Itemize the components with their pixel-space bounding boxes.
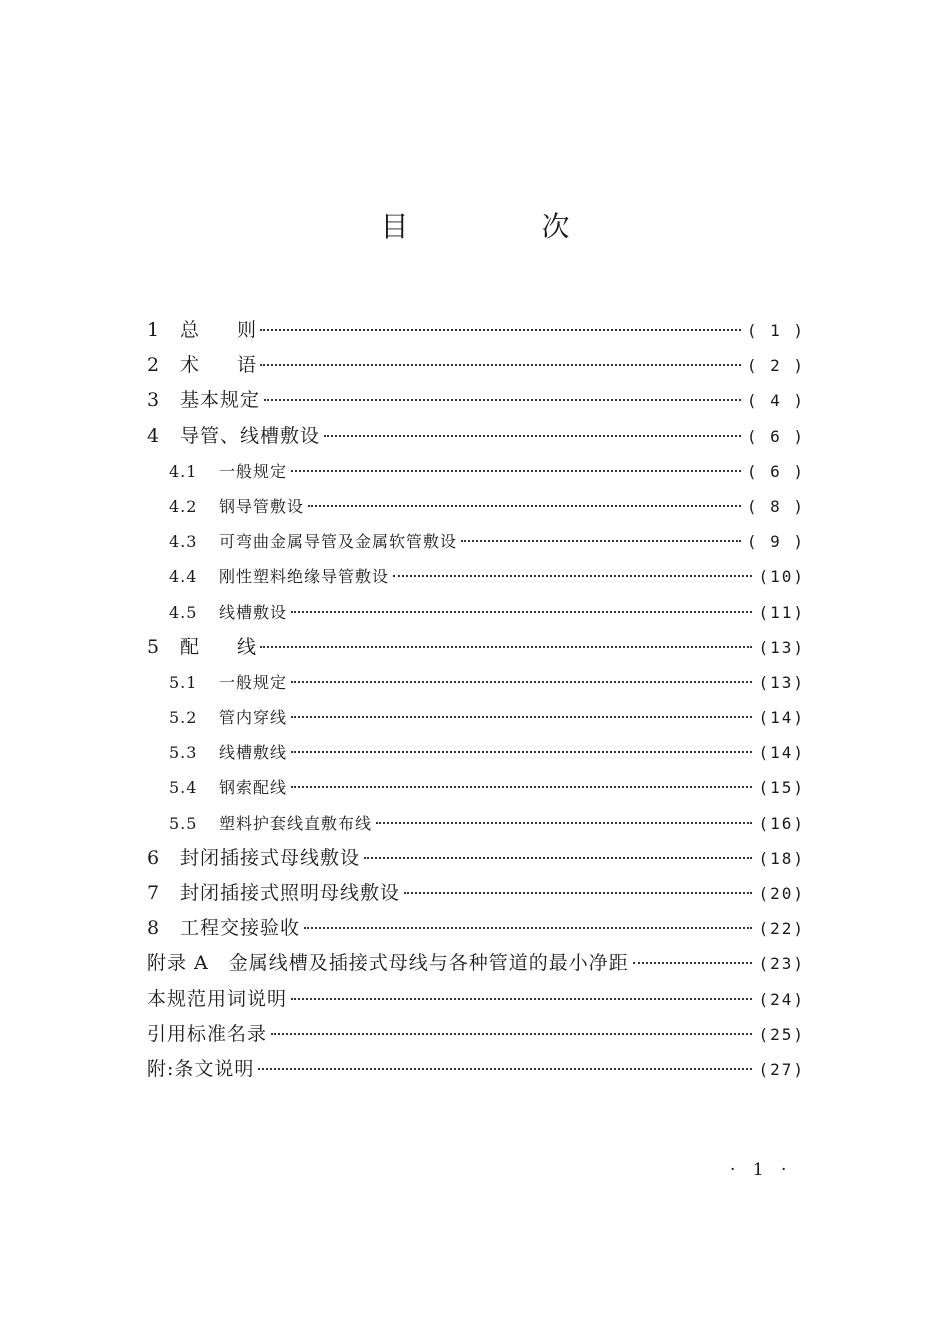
leader-dots (271, 1031, 752, 1035)
toc-entry[interactable] (147, 770, 805, 805)
toc-entry-title: 术 语 (180, 354, 257, 377)
toc-entry[interactable] (147, 841, 805, 876)
toc-entry-page: ( 1 ) (746, 321, 805, 340)
toc-entry-number: 6 (147, 846, 160, 869)
leader-dots (633, 960, 753, 964)
leader-dots (258, 1066, 752, 1070)
toc-entry-page: (24) (758, 989, 805, 1009)
toc-entry-title: 附录 A 金属线槽及插接式母线与各种管道的最小净距 (147, 952, 629, 975)
toc-entry-page: (13) (758, 637, 805, 657)
toc-entry-page: (25) (758, 1024, 805, 1044)
toc-entry[interactable] (147, 630, 805, 665)
leader-dots (291, 749, 752, 753)
toc-entry-page: (27) (758, 1059, 805, 1079)
toc-entry[interactable] (147, 911, 805, 946)
toc-entry-page: (14) (758, 708, 805, 728)
toc-entry-title: 封闭插接式照明母线敷设 (180, 882, 401, 904)
toc-entry-title: 可弯曲金属导管及金属软管敷设 (219, 532, 458, 552)
page-number: · 1 · (730, 1160, 793, 1180)
toc-entry-title: 线槽敷线 (219, 743, 288, 763)
toc-entry-page: (16) (758, 813, 805, 833)
toc-entry-title: 塑料护套线直敷布线 (219, 813, 373, 833)
leader-dots (291, 468, 741, 472)
toc-entry-page: ( 9 ) (746, 532, 805, 552)
toc-entry-page: (23) (758, 954, 805, 974)
toc-entry-number: 5.1 (169, 672, 198, 692)
leader-dots (461, 538, 741, 542)
toc-entry-number: 4.3 (169, 532, 198, 552)
toc-entry-title: 总 则 (180, 319, 257, 341)
toc-entry-title: 钢索配线 (219, 778, 288, 798)
leader-dots (364, 855, 752, 859)
toc-entry[interactable] (147, 946, 805, 981)
toc-entry[interactable] (147, 1052, 805, 1087)
leader-dots (404, 890, 752, 894)
toc-entry-page: ( 4 ) (746, 391, 805, 411)
toc-entry-title: 工程交接验收 (180, 917, 301, 940)
toc-entry-number: 1 (147, 319, 160, 341)
toc-entry-number: 7 (147, 882, 160, 904)
toc-entry-title: 刚性塑料绝缘导管敷设 (219, 567, 390, 587)
leader-dots (260, 327, 741, 331)
toc-entry[interactable] (147, 595, 805, 630)
toc-entry-title: 线槽敷设 (219, 602, 288, 622)
toc-entry-number: 5.2 (169, 708, 198, 728)
toc-entry-number: 4.5 (169, 602, 198, 622)
toc-entry-title: 引用标准名录 (147, 1022, 268, 1045)
toc-entry-number: 2 (147, 354, 160, 377)
toc-entry-page: (18) (758, 848, 805, 868)
toc-entry-number: 4.2 (169, 496, 198, 516)
leader-dots (324, 433, 741, 437)
toc-entry-number: 5.4 (169, 778, 198, 798)
toc-entry-number: 8 (147, 917, 160, 940)
leader-dots (291, 609, 752, 613)
leader-dots (291, 679, 752, 683)
toc-entry-title: 封闭插接式母线敷设 (180, 846, 361, 869)
toc-entry-number: 4.4 (169, 567, 198, 587)
toc-entry[interactable] (147, 454, 805, 489)
leader-dots (291, 784, 752, 788)
toc-entry[interactable] (147, 665, 805, 700)
toc-entry[interactable] (147, 735, 805, 770)
toc-entry-title: 本规范用词说明 (147, 987, 288, 1010)
toc-entry[interactable] (147, 524, 805, 559)
leader-dots (304, 925, 752, 929)
toc-entry-title: 管内穿线 (219, 708, 288, 728)
toc-entry-title: 一般规定 (219, 461, 288, 481)
leader-dots (260, 644, 752, 648)
toc-entry[interactable] (147, 982, 805, 1017)
toc-entry-page: ( 6 ) (746, 426, 805, 446)
toc-entry-page: ( 8 ) (746, 496, 805, 516)
toc-entry[interactable] (147, 313, 805, 348)
toc-entry-number: 4 (147, 424, 160, 447)
toc-entry-title: 基本规定 (180, 389, 261, 412)
toc-entry[interactable] (147, 876, 805, 911)
toc-entry[interactable] (147, 559, 805, 594)
toc-entry-page: ( 2 ) (746, 356, 805, 376)
toc-entry-number: 5.5 (169, 813, 198, 833)
leader-dots (308, 503, 741, 507)
toc-entry-title: 一般规定 (219, 672, 288, 692)
leader-dots (264, 397, 741, 401)
leader-dots (291, 714, 752, 718)
toc-entry-title: 附:条文说明 (147, 1057, 255, 1080)
toc-entry[interactable] (147, 806, 805, 841)
toc-entry-page: (11) (758, 602, 805, 622)
toc-entry[interactable] (147, 489, 805, 524)
table-of-contents (147, 313, 805, 1087)
toc-entry-page: (22) (758, 919, 805, 939)
toc-entry-number: 3 (147, 389, 160, 412)
toc-entry-page: ( 6 ) (746, 461, 805, 481)
toc-entry-number: 5.3 (169, 743, 198, 763)
leader-dots (260, 362, 741, 366)
toc-entry-page: (14) (758, 743, 805, 763)
toc-entry-page: (10) (758, 567, 805, 587)
toc-entry-title: 配 线 (180, 635, 257, 658)
toc-entry[interactable] (147, 1017, 805, 1052)
leader-dots (393, 573, 752, 577)
toc-entry-page: (15) (758, 778, 805, 798)
leader-dots (291, 996, 752, 1000)
page-title: 目 次 (380, 210, 632, 243)
toc-entry-number: 5 (147, 635, 160, 658)
leader-dots (376, 820, 752, 824)
toc-entry[interactable] (147, 348, 805, 383)
toc-entry[interactable] (147, 419, 805, 454)
toc-entry[interactable] (147, 383, 805, 418)
toc-entry-page: (20) (758, 884, 805, 903)
toc-entry-number: 4.1 (169, 461, 198, 481)
toc-entry-title: 导管、线槽敷设 (180, 424, 321, 447)
toc-entry-page: (13) (758, 672, 805, 692)
toc-entry[interactable] (147, 700, 805, 735)
toc-entry-title: 钢导管敷设 (219, 496, 305, 516)
